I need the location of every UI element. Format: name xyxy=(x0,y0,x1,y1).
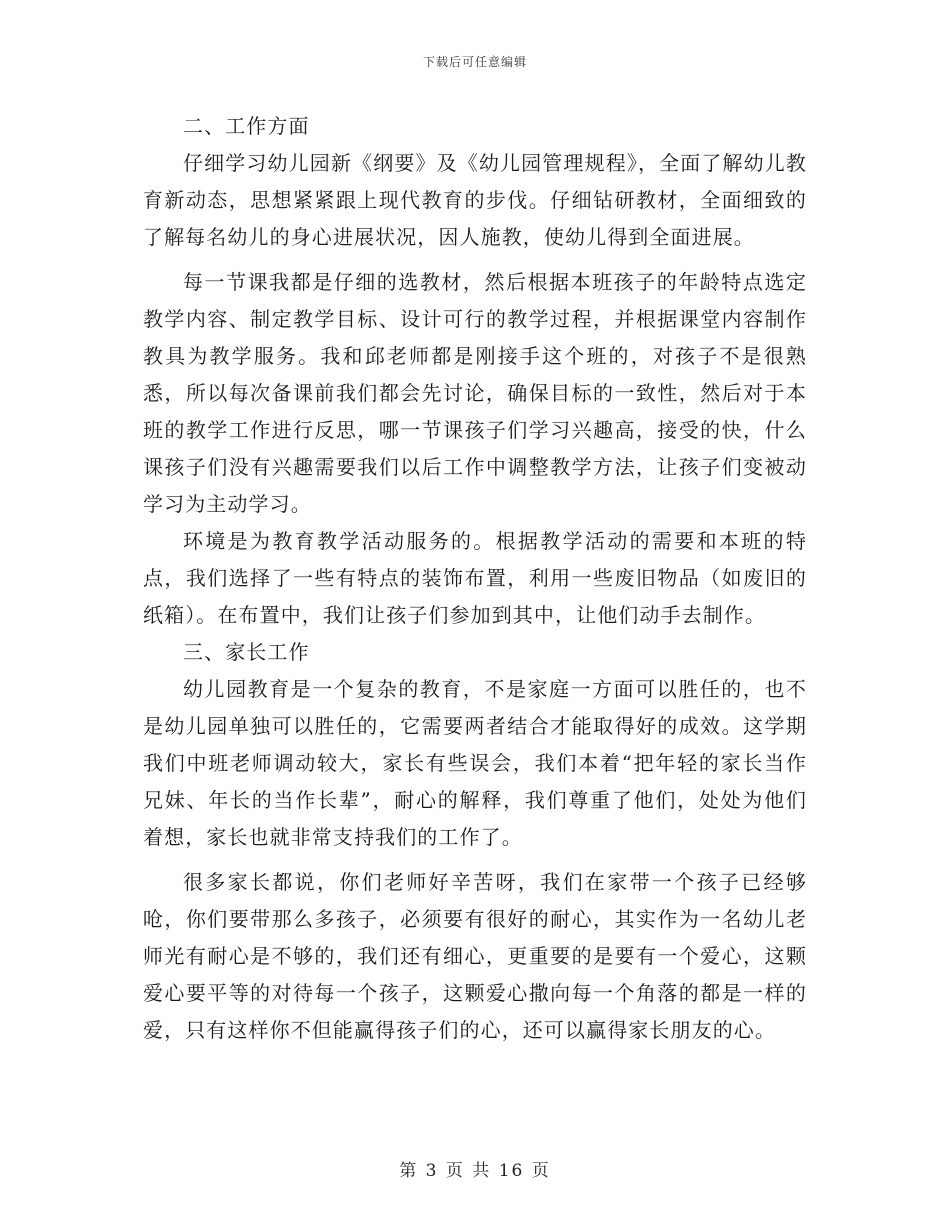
paragraph-patience: 很多家长都说，你们老师好辛苦呀，我们在家带一个孩子已经够呛，你们要带那么多孩子，必须要有很好的耐心，其实作为一名幼儿老师光有耐心是不够的，我们还有细心，更重要的是要有一个爱心，这颗爱心要平等的对待每一个孩子，这颗爱心撒向每一个角落的都是一样的爱，只有这样你不但能赢得孩子们的心，还可以赢得家长朋友的心。 xyxy=(143,870,807,1042)
page-number-footer: 第 3 页 共 16 页 xyxy=(399,1161,551,1181)
section-heading-parents: 三、家长工作 xyxy=(183,640,310,664)
paragraph-study: 仔细学习幼儿园新《纲要》及《幼儿园管理规程》，全面了解幼儿教育新动态，思想紧紧跟上现代教育的步伐。仔细钻研教材，全面细致的了解每名幼儿的身心进展状况，因人施教，使幼儿得到全面进展。 xyxy=(143,151,807,249)
paragraph-lessons: 每一节课我都是仔细的选教材，然后根据本班孩子的年龄特点选定教学内容、制定教学目标、设计可行的教学过程，并根据课堂内容制作教具为教学服务。我和邱老师都是刚接手这个班的，对孩子不是很熟悉，所以每次备课前我们都会先讨论，确保目标的一致性，然后对于本班的教学工作进行反思，哪一节课孩子们学习兴趣高，接受的快，什么课孩子们没有兴趣需要我们以后工作中调整教学方法，让孩子们变被动学习为主动学习。 xyxy=(143,270,807,516)
paragraph-parents: 幼儿园教育是一个复杂的教育，不是家庭一方面可以胜任的，也不是幼儿园单独可以胜任的，它需要两者结合才能取得好的成效。这学期我们中班老师调动较大，家长有些误会，我们本着“把年轻的家长当作兄妹、年长的当作长辈”，耐心的解释，我们尊重了他们，处处为他们着想，家长也就非常支持我们的工作了。 xyxy=(143,677,807,849)
paragraph-environment: 环境是为教育教学活动服务的。根据教学活动的需要和本班的特点，我们选择了一些有特点的装饰布置，利用一些废旧物品（如废旧的纸箱）。在布置中，我们让孩子们参加到其中，让他们动手去制作。 xyxy=(143,529,807,627)
section-heading-work: 二、工作方面 xyxy=(183,114,310,138)
page-header: 下载后可任意编辑 xyxy=(422,55,527,69)
document-body xyxy=(143,108,807,1049)
